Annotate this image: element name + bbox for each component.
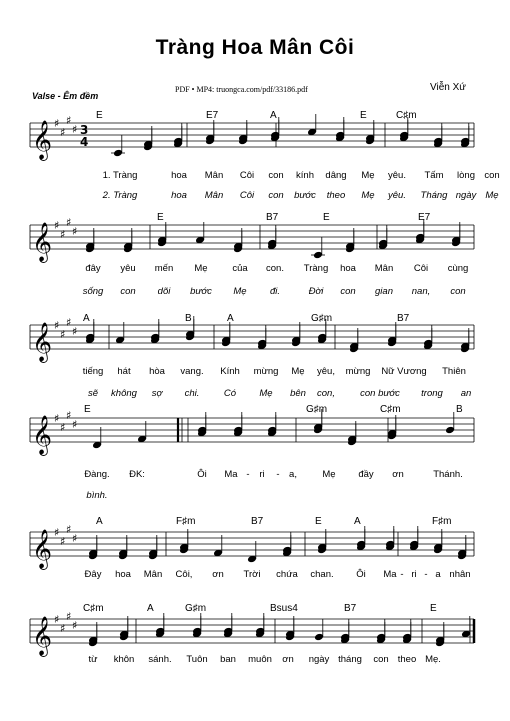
lyric-word: bình. <box>86 490 108 501</box>
lyric-word: bước <box>190 286 212 297</box>
chord-symbol: G♯m <box>185 603 207 614</box>
lyric-word: trong <box>421 388 443 399</box>
lyric-word: hoa <box>171 170 187 181</box>
lyric-word: Trời <box>243 569 261 580</box>
lyric-word: sẽ <box>87 388 99 399</box>
staff-system <box>0 398 510 458</box>
lyric-word: ơn <box>282 654 294 665</box>
lyric-word: Côi <box>413 263 429 274</box>
lyric-word: Tháng <box>420 190 448 201</box>
lyric-word: Mân <box>374 263 394 274</box>
chord-symbol: E <box>323 212 330 223</box>
lyric-word: mừng <box>253 366 279 377</box>
lyric-word: Côi <box>239 170 255 181</box>
lyric-word: con <box>373 654 389 665</box>
lyric-word: - <box>424 569 428 580</box>
chord-symbol: C♯m <box>83 603 104 614</box>
lyric-word: mừng <box>345 366 371 377</box>
key-sharp-icon: ♯ <box>54 526 60 539</box>
key-sharp-icon: ♯ <box>54 219 60 232</box>
lyric-word: chứa <box>276 569 298 580</box>
lyric-word: lòng <box>457 170 475 181</box>
lyric-word: từ <box>88 654 98 665</box>
song-title: Tràng Hoa Mân Côi <box>155 36 355 59</box>
composer-name: Viễn Xứ <box>430 82 466 93</box>
lyric-word: con. <box>266 263 284 274</box>
lyric-word: khôn <box>113 654 135 665</box>
key-sharp-icon: ♯ <box>54 319 60 332</box>
chord-symbol: A <box>96 516 103 527</box>
chord-symbol: E <box>157 212 164 223</box>
lyric-word: con <box>340 286 356 297</box>
lyric-word: ri <box>259 469 265 480</box>
chord-symbol: E <box>84 404 91 415</box>
lyric-word: Tấm <box>424 170 444 181</box>
chord-symbol: B7 <box>397 313 410 324</box>
lyric-word: dõi <box>157 286 171 297</box>
lyric-word: Mẹ <box>361 190 375 201</box>
lyric-word: yêu <box>120 263 136 274</box>
lyric-word: Côi, <box>175 569 193 580</box>
key-sharp-icon: ♯ <box>66 409 72 422</box>
lyric-word: con <box>120 286 136 297</box>
key-sharp-icon: ♯ <box>72 225 78 238</box>
lyric-word: chi. <box>184 388 200 399</box>
staff-system <box>0 305 510 365</box>
key-sharp-icon: ♯ <box>54 117 60 130</box>
source-link[interactable]: PDF • MP4: truongca.com/pdf/33186.pdf <box>175 85 308 94</box>
chord-symbol: F♯m <box>432 516 452 527</box>
key-sharp-icon: ♯ <box>66 216 72 229</box>
lyric-word: Ôi <box>197 469 207 480</box>
lyric-word: hoa <box>115 569 131 580</box>
lyric-word: Mân <box>143 569 163 580</box>
lyric-word: tháng <box>338 654 362 665</box>
key-sharp-icon: ♯ <box>72 619 78 632</box>
lyric-word: Có <box>223 388 237 399</box>
key-sharp-icon: ♯ <box>66 610 72 623</box>
key-sharp-icon: ♯ <box>60 421 66 434</box>
key-sharp-icon: ♯ <box>72 418 78 431</box>
lyric-word: ban <box>220 654 236 665</box>
lyric-word: an <box>460 388 472 399</box>
key-sharp-icon: ♯ <box>72 532 78 545</box>
treble-clef-icon: 𝄞 <box>32 222 53 262</box>
lyric-word: ơn <box>212 569 224 580</box>
lyric-word: Đàng. <box>84 469 110 480</box>
lyric-word: hòa <box>149 366 165 377</box>
lyric-word: Ma <box>383 569 397 580</box>
chord-symbol: B7 <box>344 603 357 614</box>
lyric-word: yêu. <box>388 170 406 181</box>
lyric-word: Mẹ. <box>425 654 441 665</box>
key-sharp-icon: ♯ <box>72 325 78 338</box>
staff-system <box>0 103 510 163</box>
lyric-word: hoa <box>340 263 356 274</box>
lyric-word: cùng <box>447 263 469 274</box>
chord-symbol: G♯m <box>306 404 328 415</box>
chord-symbol: B <box>456 404 463 415</box>
chord-symbol: E7 <box>206 110 219 121</box>
chord-symbol: B7 <box>266 212 279 223</box>
lyric-word: con <box>484 170 500 181</box>
lyric-word: bên <box>290 388 306 399</box>
lyric-word: nan, <box>411 286 431 297</box>
lyric-word: chan. <box>310 569 334 580</box>
key-sharp-icon: ♯ <box>60 622 66 635</box>
chord-symbol: E <box>96 110 103 121</box>
lyric-word: vang. <box>180 366 204 377</box>
chord-symbol: A <box>83 313 90 324</box>
lyric-word: Thánh. <box>433 469 463 480</box>
lyric-word: dâng <box>325 170 347 181</box>
key-sharp-icon: ♯ <box>54 613 60 626</box>
key-sharp-icon: ♯ <box>66 114 72 127</box>
time-signature-top: 3 <box>80 123 89 137</box>
lyric-word: đi. <box>269 286 281 297</box>
lyric-word: 1. Tràng <box>102 170 138 181</box>
lyric-word: ngày <box>308 654 330 665</box>
time-signature-bottom: 4 <box>80 135 89 149</box>
chord-symbol: E7 <box>418 212 431 223</box>
lyric-word: ĐK: <box>129 469 145 480</box>
treble-clef-icon: 𝄞 <box>32 322 53 362</box>
lyric-word: Tràng <box>303 263 329 274</box>
key-sharp-icon: ♯ <box>60 535 66 548</box>
lyric-word: sánh. <box>148 654 172 665</box>
lyric-word: Đây <box>84 569 102 580</box>
lyric-word: - <box>400 569 404 580</box>
key-sharp-icon: ♯ <box>60 328 66 341</box>
lyric-word: sợ <box>151 388 163 399</box>
chord-symbol: E <box>430 603 437 614</box>
lyric-word: Nữ Vương <box>381 366 427 377</box>
lyric-word: Mẹ <box>322 469 336 480</box>
lyric-word: a, <box>289 469 297 480</box>
tempo-marking: Valse - Êm đềm <box>32 91 99 101</box>
lyric-word: - <box>276 469 280 480</box>
lyric-word: Ma <box>224 469 238 480</box>
chord-symbol: F♯m <box>176 516 196 527</box>
treble-clef-icon: 𝄞 <box>32 529 53 569</box>
treble-clef-icon: 𝄞 <box>32 120 53 160</box>
lyric-word: con, <box>317 388 335 399</box>
lyric-word: yêu, <box>317 366 335 377</box>
key-sharp-icon: ♯ <box>60 228 66 241</box>
lyric-word: ngày <box>455 190 477 201</box>
lyric-word: bước <box>294 190 316 201</box>
lyric-word: Mẹ <box>194 263 208 274</box>
lyric-word: Ôi <box>356 569 366 580</box>
chord-symbol: A <box>227 313 234 324</box>
lyric-word: theo <box>326 190 346 201</box>
chord-symbol: Bsus4 <box>270 603 298 614</box>
lyric-word: nhân <box>449 569 471 580</box>
key-sharp-icon: ♯ <box>66 523 72 536</box>
chord-symbol: E <box>315 516 322 527</box>
lyric-word: Mẹ <box>291 366 305 377</box>
lyric-word: của <box>232 263 248 274</box>
lyric-word: con <box>268 190 284 201</box>
lyric-word: mến <box>154 263 174 274</box>
lyric-word: hát <box>117 366 131 377</box>
chord-symbol: C♯m <box>380 404 401 415</box>
lyric-word: gian <box>375 286 393 297</box>
lyric-word: đầy <box>358 469 374 480</box>
lyric-word: con bước <box>360 388 400 399</box>
lyric-word: Mân <box>204 190 224 201</box>
lyric-word: ri <box>411 569 417 580</box>
lyric-word: hoa <box>171 190 187 201</box>
treble-clef-icon: 𝄞 <box>32 415 53 455</box>
key-sharp-icon: ♯ <box>54 412 60 425</box>
chord-symbol: B7 <box>251 516 264 527</box>
lyric-word: Đời <box>308 286 324 297</box>
lyric-word: tiếng <box>82 366 104 377</box>
chord-symbol: E <box>360 110 367 121</box>
lyric-word: kính <box>296 170 314 181</box>
key-sharp-icon: ♯ <box>66 316 72 329</box>
lyric-word: con <box>268 170 284 181</box>
key-sharp-icon: ♯ <box>60 126 66 139</box>
lyric-word: không <box>111 388 137 399</box>
lyric-word: Mẹ <box>361 170 375 181</box>
lyric-word: Mẹ <box>233 286 247 297</box>
chord-symbol: B <box>185 313 192 324</box>
lyric-word: a <box>435 569 441 580</box>
lyric-word: yêu. <box>388 190 406 201</box>
lyric-word: Kính <box>220 366 240 377</box>
lyric-word: ơn <box>392 469 404 480</box>
treble-clef-icon: 𝄞 <box>32 616 53 656</box>
lyric-word: sống <box>82 286 104 297</box>
lyric-word: muôn <box>248 654 272 665</box>
lyric-word: Mẹ <box>259 388 273 399</box>
chord-symbol: G♯m <box>311 313 333 324</box>
lyric-word: Côi <box>239 190 255 201</box>
lyric-word: con <box>450 286 466 297</box>
chord-symbol: A <box>354 516 361 527</box>
chord-symbol: A <box>147 603 154 614</box>
lyric-word: Tuôn <box>186 654 208 665</box>
lyric-word: Thiên <box>442 366 466 377</box>
lyric-word: Mẹ <box>485 190 499 201</box>
lyric-word: Mân <box>204 170 224 181</box>
lyric-word: 2. Tràng <box>102 190 138 201</box>
lyric-word: - <box>246 469 250 480</box>
lyric-word: theo <box>397 654 417 665</box>
lyric-word: đây <box>85 263 101 274</box>
staff-system <box>0 205 510 265</box>
chord-symbol: C♯m <box>396 110 417 121</box>
chord-symbol: A <box>270 110 277 121</box>
key-sharp-icon: ♯ <box>72 123 78 136</box>
